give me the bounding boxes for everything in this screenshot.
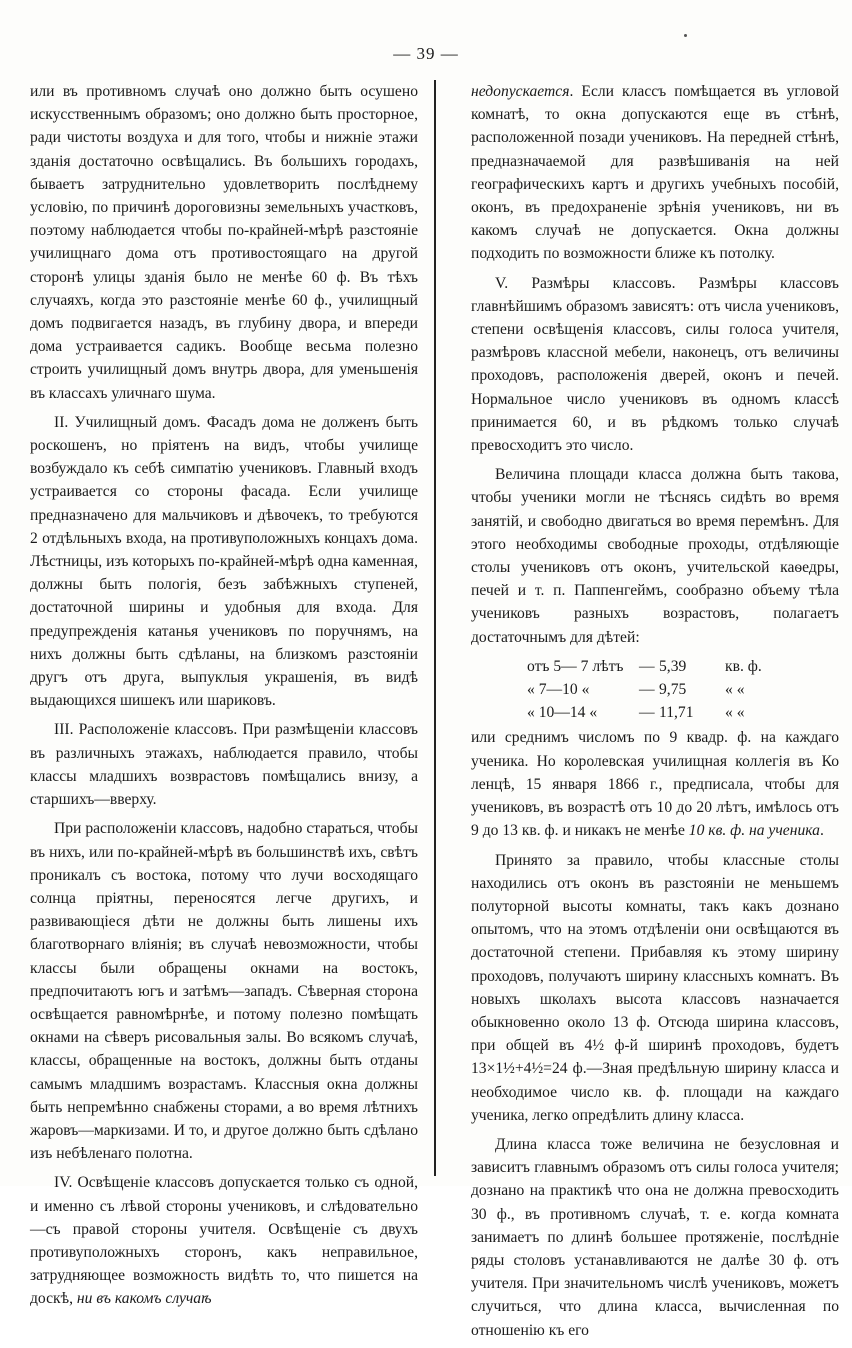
italic-text: 10 кв. ф. на ученика — [688, 822, 820, 840]
norm-unit: кв. ф. — [725, 657, 762, 675]
paragraph — [471, 1133, 839, 1342]
text-run: Величина площади класса должна быть такова, чтобы ученики могли не тѣснясь сидѣть во время занятій, и свободно двигаться во время перемѣнъ. Для этого необходимы свободные проходы, отдѣляющіе столы учениковъ отъ оконъ, учительской каѳедры, печей и т. п. Паппенгеймъ, сообразно объему тѣла учениковъ разныхъ возрастовъ, полагаетъ достаточнымъ для дѣтей: — [471, 466, 839, 646]
paragraph — [30, 80, 418, 405]
norm-age-range: « 10—14 « — [527, 704, 598, 722]
norm-age-range: отъ 5— 7 лѣтъ — [527, 657, 624, 675]
norm-unit: « « — [725, 681, 745, 699]
paragraph — [471, 463, 839, 649]
paragraph — [30, 817, 418, 1165]
text-run: . — [819, 822, 824, 840]
text-run: При расположеніи классовъ, надобно стараться, чтобы въ нихъ, или по-крайней-мѣрѣ въ большинствѣ ихъ, свѣтъ проникалъ съ востока, потому что лучи восходящаго солнца пріятны, переносятся легче другихъ, и развивающіеся дѣти не должны быть лишены ихъ благотворнаго вліянія; въ случаѣ невозможности, чтобы классы были обращены окнами на востокъ, предпочитаютъ югъ и затѣмъ—западъ. Сѣверная сторона освѣщается равномѣрнѣе, и потому полезно помѣщать окнами на сѣверъ рисовальныя залы. Во всякомъ случаѣ, классы, обращенные на востокъ, должны быть отданы самымъ младшимъ возрастамъ. Классныя окна должны быть непремѣнно снабжены сторами, а во время лѣтнихъ жаровъ—маркизами. И то, и другое должно быть сдѣлано изъ небѣленаго полотна. — [30, 820, 418, 1163]
right-column-bottom — [471, 726, 839, 1341]
right-column-top — [471, 80, 839, 649]
paragraph — [471, 726, 839, 842]
paragraph — [471, 272, 839, 458]
paragraph — [471, 849, 839, 1127]
print-speck — [684, 34, 687, 37]
text-run: . Если классъ помѣщается въ угловой комнатѣ, то окна допускаются еще въ стѣнѣ, расположенной позади учениковъ. На передней стѣнѣ, предназначаемой для развѣшиванія на ней географическихъ картъ и другихъ учебныхъ пособій, оконъ, въ предохраненіе зрѣнія учениковъ, ни въ какомъ случаѣ не допускается. Окна должны подходить по возможности ближе къ потолку. — [471, 83, 839, 263]
text-run: Принято за правило, чтобы классные столы находились отъ оконъ въ разстояніи не меньшемъ полуторной высоты комнаты, такъ какъ дознано опытомъ, что на этомъ отдѣленіи они освѣщаются въ достаточной степени. Прибавляя къ этому ширину проходовъ, получаютъ ширину классныхъ комнатъ. Въ новыхъ школахъ высота классовъ назначается обыкновенно около 13 ф. Отсюда ширина классовъ, при общей въ 4½ ф-й ширинѣ проходовъ, будетъ 13×1½+4½=24 ф.—Зная предѣльную ширину класса и необходимое число кв. ф. площади на каждаго ученика, легко опредѣлить длину класса. — [471, 851, 839, 1124]
space-norms-table — [471, 655, 839, 725]
right-column — [471, 80, 839, 1348]
paragraph — [30, 718, 418, 811]
text-run: Длина класса тоже величина не безусловная и зависитъ главнымъ образомъ отъ силы голоса учителя; дознано на практикѣ что она не должна превосходить 30 ф., въ противномъ случаѣ, т. е. когда комната занимаетъ по длинѣ большее протяженіе, послѣдніе ряды столовъ устанавливаются не далѣе 30 ф. отъ учителя. При значительномъ числѣ учениковъ, можетъ случиться, что длина класса, вычисленная по отношенію къ его — [471, 1135, 839, 1339]
column-divider — [434, 80, 436, 1176]
paragraph — [30, 411, 418, 713]
italic-text: недопускается — [471, 83, 570, 100]
norm-row — [527, 655, 839, 678]
norm-value: 9,75 — [659, 681, 687, 699]
italic-text: ни въ какомъ случаѣ — [76, 1290, 212, 1308]
text-run: II. Училищный домъ. Фасадъ дома не долженъ быть роскошенъ, но пріятенъ на видъ, чтобы училище возбуждало къ себѣ симпатію учениковъ. Главный входъ устраивается со стороны фасада. Если училище предназначено для мальчиковъ и дѣвочекъ, то требуются 2 отдѣльныхъ входа, на противуположныхъ концахъ дома. Лѣстницы, изъ которыхъ по-крайней-мѣрѣ одна каменная, должны быть пологія, безъ забѣжныхъ ступеней, достаточной ширины и удобныя для входа. Для предупрежденія катанья учениковъ по поручнямъ, на нихъ должны быть сдѣланы, на близкомъ разстояніи другъ отъ друга, выпуклыя украшенія, въ видѣ выдающихся шишекъ или шариковъ. — [30, 413, 418, 710]
left-column — [30, 80, 418, 1317]
text-run: или среднимъ числомъ по 9 квадр. ф. на каждаго ученика. Но королевская училищная коллегія въ Ко ленцѣ, 15 января 1866 г., предписала, чтобы для учениковъ, въ возрастѣ отъ 10 до 20 лѣтъ, имѣлось отъ 9 до 13 кв. ф. и никакъ не менѣе — [471, 729, 839, 840]
norm-row — [527, 701, 839, 724]
text-run: или въ противномъ случаѣ оно должно быть осушено искусственнымъ образомъ; оно должно быть просторное, ради чистоты воздуха и для того, чтобы и нижніе этажи зданія достаточно освѣщались. Въ большихъ городахъ, бываетъ затруднительно удовлетворить послѣднему условію, по причинѣ дороговизны земельныхъ участковъ, поэтому наблюдается чтобы по-крайней-мѣрѣ разстояніе училищнаго дома отъ противостоящаго на другой сторонѣ улицы зданія было не менѣе 60 ф. Въ тѣхъ случаяхъ, когда это разстояніе менѣе 60 ф., училищный домъ подвигается назадъ, въ глубину двора, и впереди дома устраивается садикъ. Вообще весьма полезно строить училищный домъ внутрь двора, для уменьшенія въ классахъ уличнаго шума. — [30, 83, 418, 402]
text-run: IV. Освѣщеніе классовъ допускается только съ одной, и именно съ лѣвой стороны учениковъ, и слѣдовательно—съ правой стороны учителя. Освѣщеніе съ двухъ противуположныхъ сторонъ, какъ неправильное, затрудняющее возможность видѣть то, что пишется на доскѣ, — [30, 1174, 418, 1308]
norm-value: 11,71 — [659, 704, 694, 722]
text-run: V. Размѣры классовъ. Размѣры классовъ главнѣйшимъ образомъ зависятъ: отъ числа учениковъ, степени освѣщенія классовъ, силы голоса учителя, размѣровъ классной мебели, наконецъ, отъ величины проходовъ, расположенія дверей, оконъ и печей. Нормальное число учениковъ въ одномъ классѣ принимается 60, и въ рѣдкомъ только случаѣ превосходитъ это число. — [471, 274, 839, 455]
norm-unit: « « — [725, 704, 745, 722]
text-run: III. Расположеніе классовъ. При размѣщеніи классовъ въ различныхъ этажахъ, наблюдается правило, чтобы классы младшихъ возврастовъ помѣщались внизу, а старшихъ—вверху. — [30, 721, 418, 809]
paragraph — [30, 1171, 418, 1310]
norm-age-range: « 7—10 « — [527, 681, 590, 699]
paragraph — [471, 80, 839, 266]
norm-dash: — — [639, 681, 655, 699]
norm-row — [527, 678, 839, 701]
page-number: — 39 — — [393, 44, 459, 63]
norm-dash: — — [639, 657, 655, 675]
norm-dash: — — [639, 704, 655, 722]
norm-value: 5,39 — [659, 657, 687, 675]
